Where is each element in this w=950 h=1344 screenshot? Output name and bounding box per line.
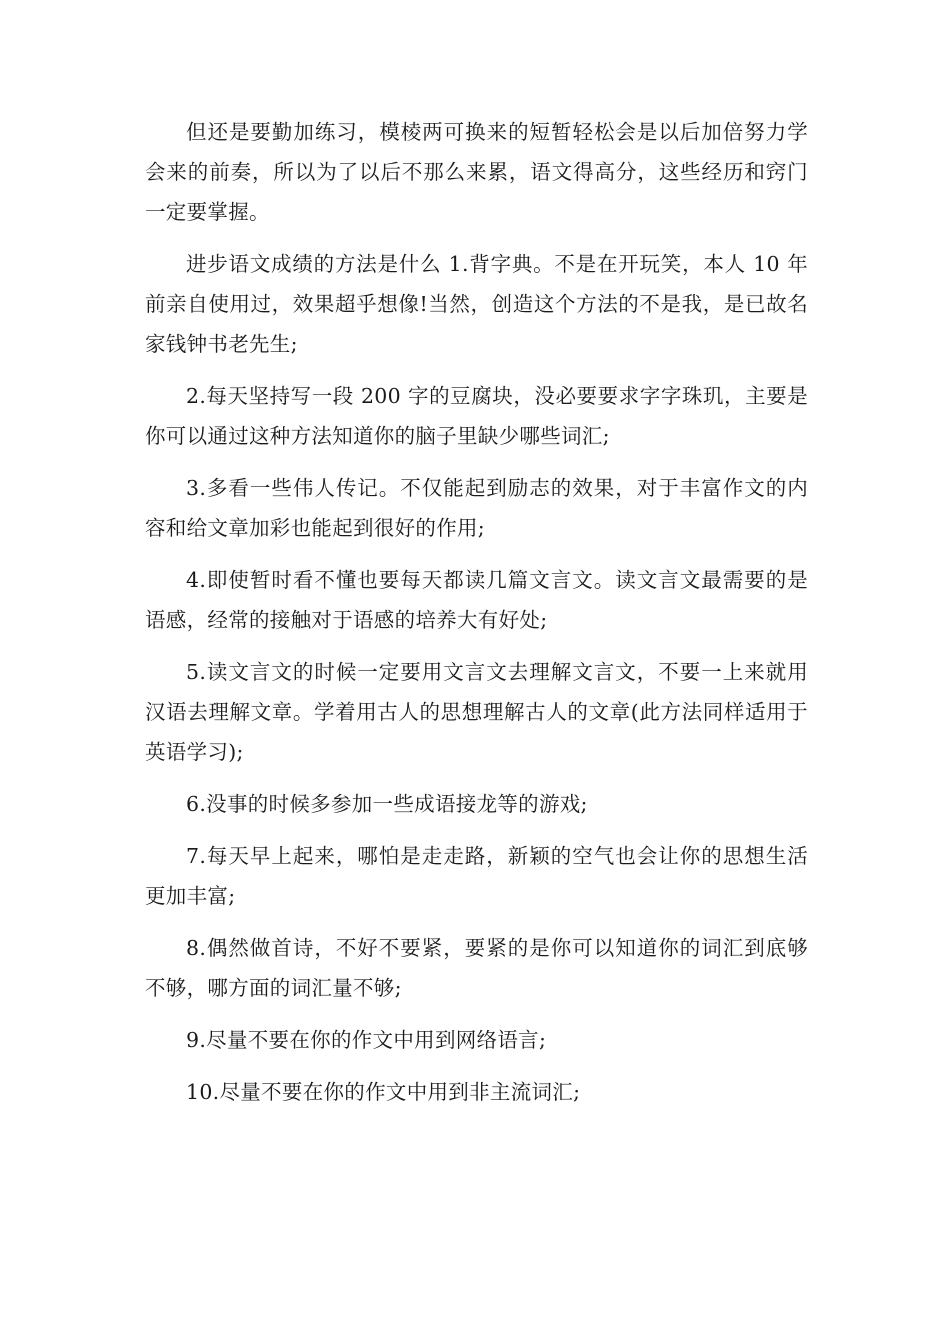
paragraph-method-2: 2.每天坚持写一段 200 字的豆腐块，没必要要求字字珠玑，主要是你可以通过这种方法知道你的脑子里缺少哪些词汇; (145, 384, 808, 448)
paragraph-method-1: 进步语文成绩的方法是什么 1.背字典。不是在开玩笑，本人 10 年前亲自使用过，效果超乎想像!当然，创造这个方法的不是我，是已故名家钱钟书老先生; (145, 252, 808, 356)
paragraph-method-5: 5.读文言文的时候一定要用文言文去理解文言文，不要一上来就用汉语去理解文章。学着用古人的思想理解古人的文章(此方法同样适用于英语学习); (145, 660, 808, 764)
paragraph-method-3: 3.多看一些伟人传记。不仅能起到励志的效果，对于丰富作文的内容和给文章加彩也能起到很好的作用; (145, 476, 808, 540)
paragraph-method-7: 7.每天早上起来，哪怕是走走路，新颖的空气也会让你的思想生活更加丰富; (145, 844, 808, 908)
paragraph-method-6: 6.没事的时候多参加一些成语接龙等的游戏; (186, 792, 588, 816)
paragraph-method-4: 4.即使暂时看不懂也要每天都读几篇文言文。读文言文最需要的是语感，经常的接触对于语感的培养大有好处; (145, 568, 808, 632)
paragraph-intro: 但还是要勤加练习，模棱两可换来的短暂轻松会是以后加倍努力学会来的前奏，所以为了以后不那么来累，语文得高分，这些经历和窍门一定要掌握。 (145, 120, 808, 224)
paragraph-method-8: 8.偶然做首诗，不好不要紧，要紧的是你可以知道你的词汇到底够不够，哪方面的词汇量不够; (145, 936, 808, 1000)
paragraph-method-10: 10.尽量不要在你的作文中用到非主流词汇; (186, 1080, 581, 1104)
paragraph-method-9: 9.尽量不要在你的作文中用到网络语言; (186, 1028, 547, 1052)
